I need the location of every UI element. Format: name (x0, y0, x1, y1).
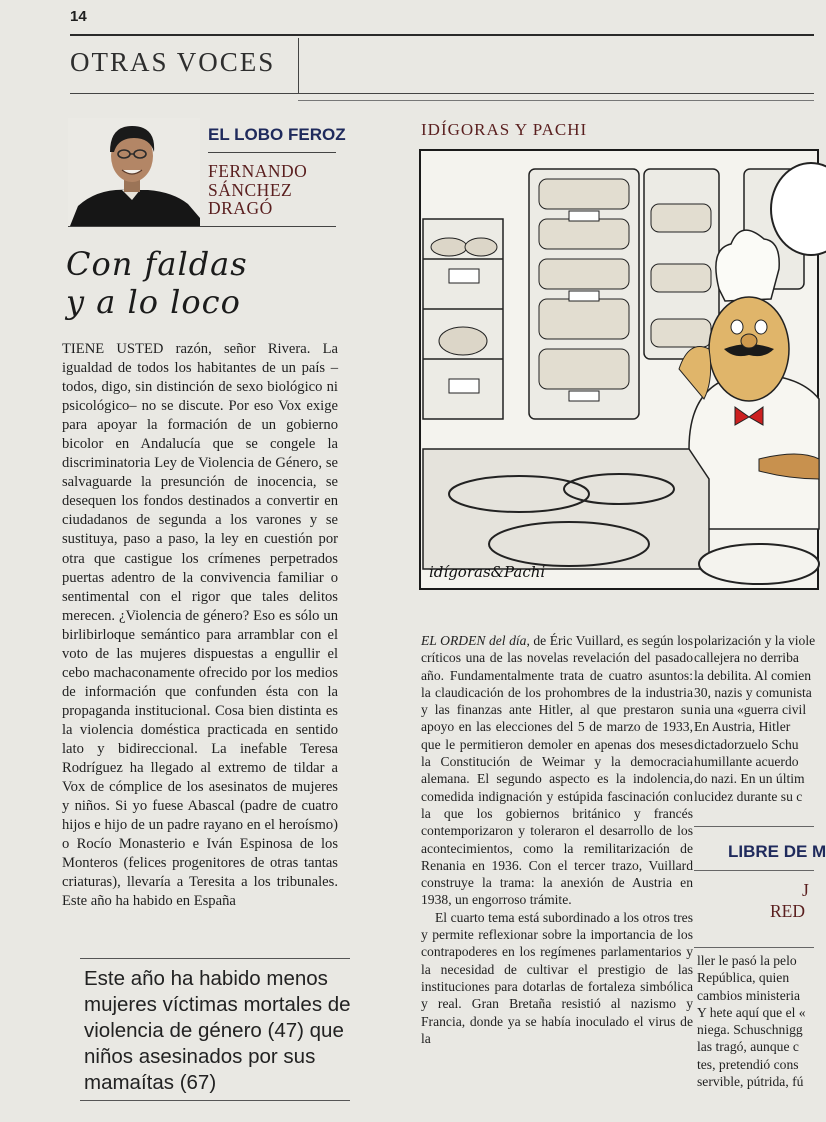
right-column-heading: LIBRE DE M (728, 842, 826, 861)
right-line: do nazi. En un últim (694, 771, 805, 787)
right-line: humillante acuerdo (694, 754, 799, 770)
pull-quote-rule-bottom (80, 1100, 350, 1101)
column-body-text: TIENE USTED razón, señor Rivera. La igualdad de todos los habitantes de un país –todos, digo, sin distinción de sexo biológico ni psicológico– no se discute. Por eso Vox exige para apoyar la formación de un gobierno bicolor en Andalucía que se congele la discriminatoria Ley de Violencia de Género, se salvaguarde la presunción de inocencia, se desequen los fondos destinados a convertir en ciudadanos de segunda a los varones y se sustituya, paso a paso, la ley en cuestión por otra que castigue los crímenes perpetrados puertas adentro de la convivencia familiar o sentimental con el rigor que tales delitos merecen. ¿Violencia de género? Eso es sólo un birlibirloque semántico para arramblar con el voto de las mujeres dispuestas a engullir el cebo machaconamente ofrecido por los medios de información que confunden ésta con la propaganda institucional. Cosa bien distinta es la violencia doméstica practicada en sentido lato y bidireccional. La inefable Teresa Rodríguez ha llegado al extremo de tildar a Vox de cómplice de los asesinatos de mujeres y niños. Si yo fuese Abascal (padre de cuatro hijos e hijo de un padre rayano en el heroísmo) o Rocío Monasterio e Iván Espinosa de los Monteros (felices progenitores de otras tantas criaturas), llevaría a Teresita a los tribunales. Este año ha habido en España (62, 341, 338, 910)
right-line: En Austria, Hitler (694, 719, 791, 735)
right-line: lucidez durante su c (694, 788, 803, 804)
section-title: OTRAS VOCES (70, 47, 276, 77)
right-column-author (770, 880, 809, 922)
column-body (62, 340, 338, 911)
right-line: niega. Schuschnigg (697, 1022, 803, 1038)
column-author (208, 162, 307, 218)
section-divider (298, 38, 299, 94)
kicker-rule (208, 152, 336, 153)
right-line: ller le pasó la pelo (697, 953, 797, 968)
author-portrait (68, 118, 200, 226)
column-headline (66, 245, 248, 321)
right-author-line: J (802, 880, 809, 900)
author-line: FERNANDO (208, 161, 308, 181)
section-rule (70, 93, 814, 94)
right-column-bottom (697, 952, 817, 1090)
review-body (421, 632, 693, 1047)
right-rule (694, 870, 814, 871)
review-lead-italic: EL ORDEN del día (421, 633, 527, 648)
right-column-top (694, 632, 824, 805)
pull-quote: Este año ha habido menos mujeres víctimas mortales de violencia de género (47) que niños asesinados por sus mamaítas (67) (84, 967, 351, 1094)
author-line: DRAGÓ (208, 198, 273, 218)
headline-line: Con faldas (66, 245, 248, 283)
top-rule (70, 34, 814, 36)
right-line: 30, nazis y comunista (694, 684, 812, 700)
right-line: dictadorzuelo Schu (694, 736, 799, 752)
cartoon-signature: idígoras&Pachi (429, 563, 546, 581)
review-paragraph-1 (421, 632, 693, 909)
right-line: cambios ministeria (697, 987, 801, 1003)
right-rule (694, 826, 814, 827)
review-paragraph-2: El cuarto tema está subordinado a los otros tres y permite reflexionar sobre la importancia de los contrapoderes en los regímenes parlamentarios y la necesidad de cultivar el prestigio de las instituciones para dotarlas de fortaleza simbólica y real. Gran Bretaña resistió al nazismo y Francia, donde ya se había inoculado el virus de la (421, 909, 693, 1046)
section-rule-secondary (298, 100, 814, 101)
byline-rule (68, 226, 336, 227)
page-number: 14 (70, 8, 87, 25)
author-line: SÁNCHEZ (208, 179, 293, 200)
cartoon-credit: IDÍGORAS Y PACHI (421, 120, 588, 139)
review-lead-text: , de Éric Vuillard, es según los críticos una de las novelas revelación del pasado año. Fundamentalmente trata de cuatro asuntos: la claudicación de los prohombres de la industria y las finanzas ante Hitler, al que prestaron su apoyo en las elecciones del 5 de marzo de 1933, que le permitieron demoler en apenas dos meses la Constitución de Weimar y la democracia alemana. El segundo aspecto es la indolencia, comedida indignación y estúpida fascinación con la que los gobiernos británico y francés contemporizaron y toleraron el desarrollo de los acontecimientos, como la remilitarización de Renania en 1936. Con el tercer trazo, Vuillard construye la trama: la anexión de Austria en 1938, un engorroso trámite. (421, 633, 693, 908)
right-line: las tragó, aunque c (697, 1039, 799, 1055)
right-rule (694, 947, 814, 948)
bakery-cartoon-illustration (419, 149, 819, 590)
right-line: polarización y la viole (694, 633, 816, 648)
right-line: República, quien (697, 970, 790, 986)
cartoon-image (419, 149, 819, 590)
headline-line: y a lo loco (66, 283, 241, 321)
right-line: tes, pretendió cons (697, 1056, 799, 1072)
author-photo-illustration (68, 118, 200, 226)
right-line: servible, pútrida, fú (697, 1074, 804, 1090)
right-line: nia una «guerra civil (694, 702, 807, 718)
pull-quote-rule-top (80, 958, 350, 959)
right-line: Y hete aquí que el « (697, 1004, 806, 1020)
column-kicker: EL LOBO FEROZ (208, 125, 346, 144)
right-line: callejera no derriba (694, 650, 799, 666)
right-author-line: RED (770, 901, 805, 921)
right-line: la debilita. Al comien (694, 667, 812, 683)
